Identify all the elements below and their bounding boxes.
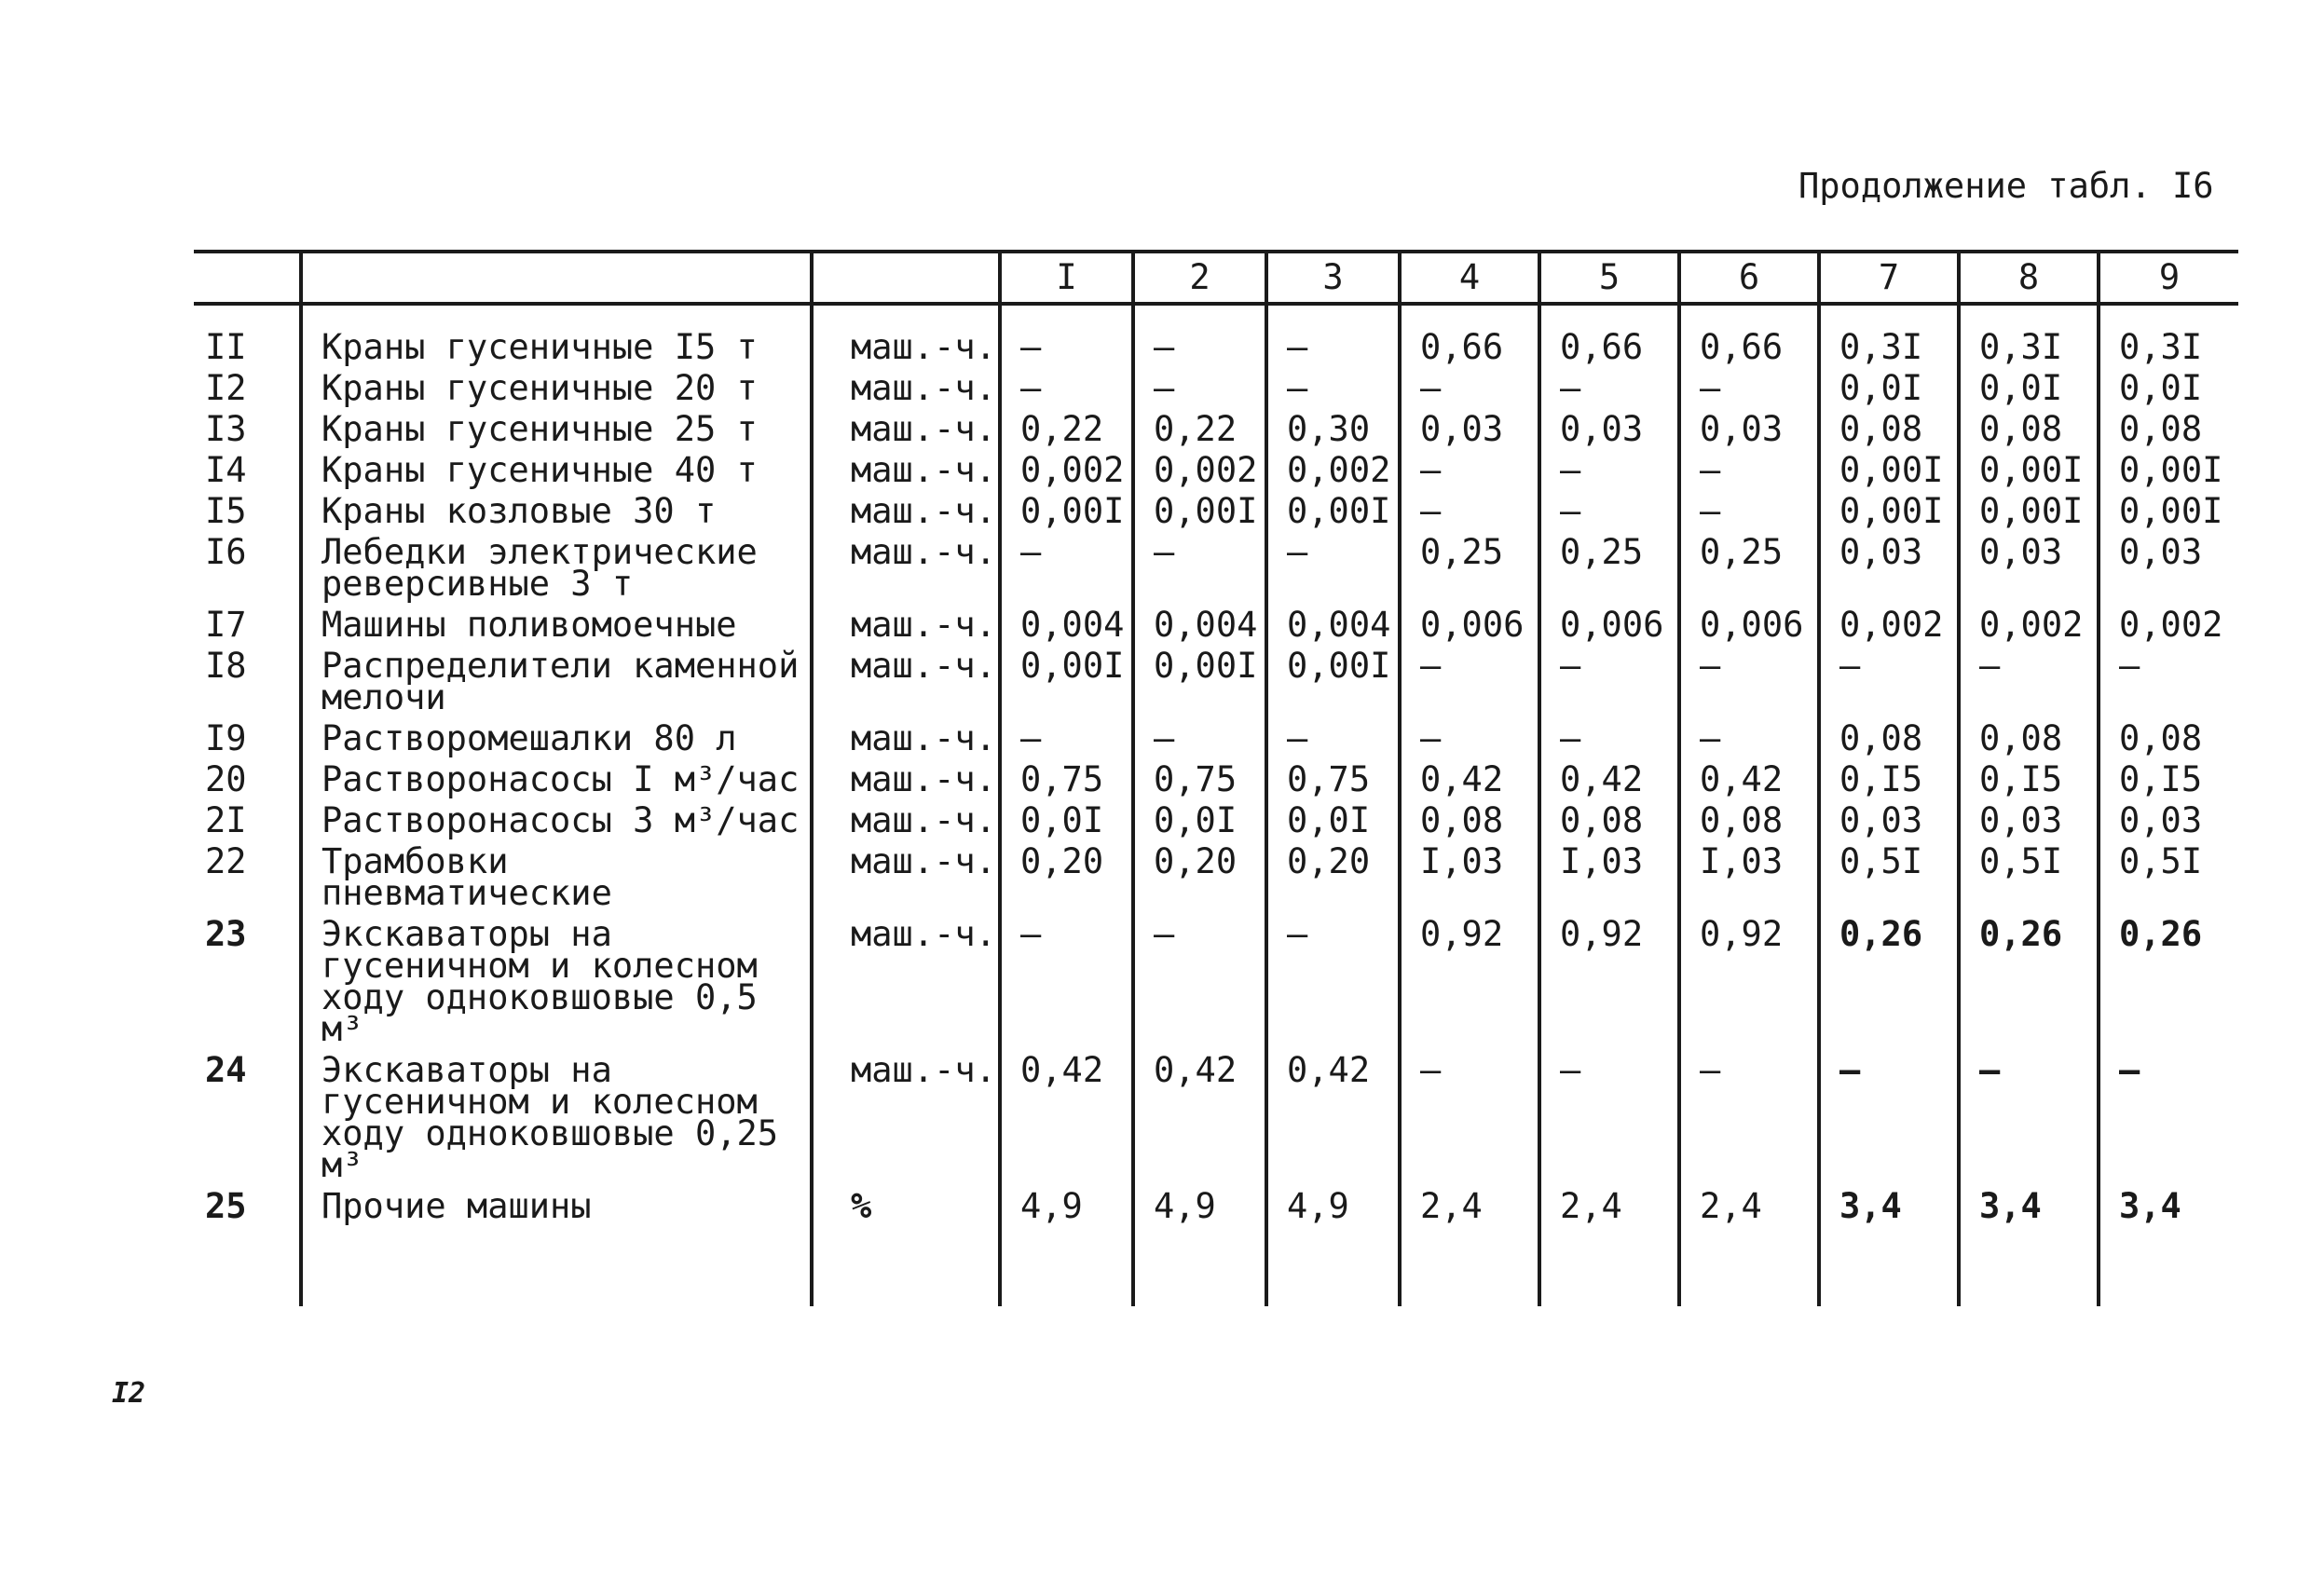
value-cell: 0,08	[2099, 714, 2238, 755]
value-cell: –	[1679, 363, 1819, 404]
value-cell: 0,3I	[1819, 304, 1959, 363]
value-cell: 0,I5	[2099, 755, 2238, 796]
value-cell: 0,002	[1266, 445, 1400, 486]
row-number-cell: I4	[205, 450, 247, 490]
row-number-cell: 2I	[205, 800, 247, 840]
row-number-cell: I6	[205, 532, 247, 572]
value-cell: 0,5I	[2099, 837, 2238, 909]
value-cell: 0,08	[1959, 404, 2099, 445]
machines-table	[194, 250, 2238, 1306]
row-number-cell: 25	[205, 1186, 247, 1226]
value-cell: 0,3I	[2099, 304, 2238, 363]
value-cell: –	[1000, 304, 1133, 363]
value-cell: –	[1539, 363, 1679, 404]
value-cell: 0,20	[1266, 837, 1400, 909]
value-cell: 0,03	[1679, 404, 1819, 445]
row-number-cell: I3	[205, 409, 247, 449]
unit-cell: маш.-ч.	[812, 755, 1000, 796]
value-cell: –	[1133, 714, 1266, 755]
value-cell: 0,00I	[1266, 641, 1400, 714]
row-number-cell: I7	[205, 605, 247, 645]
page-number: I2	[112, 1377, 146, 1410]
value-cell: 0,00I	[1819, 445, 1959, 486]
row-number-cell: 23	[205, 914, 247, 954]
value-cell: –	[1400, 486, 1539, 527]
table-row	[194, 363, 2238, 404]
value-cell: I,03	[1679, 837, 1819, 909]
value-cell: 0,66	[1679, 304, 1819, 363]
unit-cell: маш.-ч.	[812, 445, 1000, 486]
value-cell: 0,5I	[1819, 837, 1959, 909]
value-cell: 0,08	[1679, 796, 1819, 837]
header-cell-column-number: 8	[1959, 252, 2099, 304]
value-cell: 0,08	[1819, 404, 1959, 445]
value-cell: 2,4	[1400, 1181, 1539, 1306]
header-cell-column-number: 5	[1539, 252, 1679, 304]
unit-cell: маш.-ч.	[812, 796, 1000, 837]
value-cell: –	[1679, 445, 1819, 486]
value-cell: –	[1133, 304, 1266, 363]
value-cell: –	[1000, 714, 1133, 755]
value-cell: –	[1266, 909, 1400, 1045]
value-cell: 0,00I	[1000, 641, 1133, 714]
unit-cell: маш.-ч.	[812, 1045, 1000, 1181]
unit-cell: маш.-ч.	[812, 600, 1000, 641]
value-cell: –	[1133, 527, 1266, 600]
machine-name-cell: Краны гусеничные 40 т	[301, 445, 812, 486]
value-cell: –	[1539, 486, 1679, 527]
value-cell: 0,22	[1000, 404, 1133, 445]
value-cell: 0,00I	[1959, 486, 2099, 527]
table-row	[194, 600, 2238, 641]
value-cell: 0,006	[1400, 600, 1539, 641]
value-cell: –	[1959, 1045, 2099, 1181]
value-cell: 0,92	[1400, 909, 1539, 1045]
value-cell: –	[1133, 363, 1266, 404]
row-number-cell: I9	[205, 718, 247, 758]
table-row	[194, 755, 2238, 796]
value-cell: 0,08	[2099, 404, 2238, 445]
value-cell: 0,004	[1133, 600, 1266, 641]
value-cell: 3,4	[2099, 1181, 2238, 1306]
header-cell-column-number: 7	[1819, 252, 1959, 304]
unit-cell: маш.-ч.	[812, 641, 1000, 714]
value-cell: 0,26	[1959, 909, 2099, 1045]
value-cell: 0,002	[1133, 445, 1266, 486]
value-cell: 0,08	[1539, 796, 1679, 837]
value-cell: 2,4	[1539, 1181, 1679, 1306]
machine-name-cell: Экскаваторы на гусеничном и колесном ходу одноковшовые 0,5 м³	[301, 909, 812, 1045]
value-cell: 0,42	[1266, 1045, 1400, 1181]
machines-table-container	[194, 250, 2223, 1306]
value-cell: 0,I5	[1959, 755, 2099, 796]
value-cell: 0,20	[1133, 837, 1266, 909]
value-cell: 0,002	[1000, 445, 1133, 486]
value-cell: 0,002	[1959, 600, 2099, 641]
header-cell-column-number: 3	[1266, 252, 1400, 304]
value-cell: 0,00I	[1819, 486, 1959, 527]
value-cell: –	[1819, 641, 1959, 714]
value-cell: 3,4	[1959, 1181, 2099, 1306]
value-cell: 0,92	[1539, 909, 1679, 1045]
value-cell: 0,75	[1266, 755, 1400, 796]
machine-name-cell: Прочие машины	[301, 1181, 812, 1306]
unit-cell: маш.-ч.	[812, 837, 1000, 909]
machine-name-cell: Экскаваторы на гусеничном и колесном ходу одноковшовые 0,25 м³	[301, 1045, 812, 1181]
value-cell: 0,004	[1000, 600, 1133, 641]
row-number-cell: I5	[205, 491, 247, 531]
machine-name-cell: Краны гусеничные I5 т	[301, 304, 812, 363]
table-row	[194, 1181, 2238, 1306]
table-row	[194, 837, 2238, 909]
value-cell: 2,4	[1679, 1181, 1819, 1306]
value-cell: 0,00I	[1133, 641, 1266, 714]
header-cell-blank	[812, 252, 1000, 304]
value-cell: 0,03	[1400, 404, 1539, 445]
table-row	[194, 445, 2238, 486]
machine-name-cell: Краны гусеничные 20 т	[301, 363, 812, 404]
value-cell: 0,25	[1679, 527, 1819, 600]
value-cell: –	[2099, 1045, 2238, 1181]
value-cell: 0,00I	[1000, 486, 1133, 527]
value-cell: 0,3I	[1959, 304, 2099, 363]
value-cell: 0,0I	[2099, 363, 2238, 404]
value-cell: –	[1266, 527, 1400, 600]
value-cell: –	[1819, 1045, 1959, 1181]
value-cell: 0,0I	[1000, 796, 1133, 837]
value-cell: –	[1000, 363, 1133, 404]
machine-name-cell: Машины поливомоечные	[301, 600, 812, 641]
value-cell: 0,08	[1959, 714, 2099, 755]
unit-cell: маш.-ч.	[812, 404, 1000, 445]
value-cell: 0,42	[1133, 1045, 1266, 1181]
machine-name-cell: Растворонасосы I м³/час	[301, 755, 812, 796]
value-cell: –	[1400, 445, 1539, 486]
value-cell: 0,03	[1959, 796, 2099, 837]
unit-cell: маш.-ч.	[812, 909, 1000, 1045]
value-cell: 0,66	[1539, 304, 1679, 363]
value-cell: –	[1133, 909, 1266, 1045]
table-header-row	[194, 252, 2238, 304]
value-cell: –	[1400, 363, 1539, 404]
machine-name-cell: Распределители каменной мелочи	[301, 641, 812, 714]
value-cell: 0,92	[1679, 909, 1819, 1045]
value-cell: –	[1539, 641, 1679, 714]
header-cell-column-number: 2	[1133, 252, 1266, 304]
value-cell: 0,03	[1819, 527, 1959, 600]
header-cell-blank	[301, 252, 812, 304]
row-number-cell: I8	[205, 646, 247, 686]
value-cell: I,03	[1539, 837, 1679, 909]
value-cell: I,03	[1400, 837, 1539, 909]
table-body	[194, 304, 2238, 1306]
value-cell: –	[1539, 1045, 1679, 1181]
table-row	[194, 404, 2238, 445]
value-cell: –	[1959, 641, 2099, 714]
value-cell: –	[1000, 909, 1133, 1045]
machine-name-cell: Краны козловые 30 т	[301, 486, 812, 527]
value-cell: –	[1400, 1045, 1539, 1181]
value-cell: 0,42	[1000, 1045, 1133, 1181]
value-cell: 0,20	[1000, 837, 1133, 909]
value-cell: 3,4	[1819, 1181, 1959, 1306]
value-cell: 0,5I	[1959, 837, 2099, 909]
value-cell: –	[1539, 445, 1679, 486]
table-row	[194, 304, 2238, 363]
value-cell: 0,22	[1133, 404, 1266, 445]
value-cell: 0,03	[2099, 527, 2238, 600]
value-cell: 0,30	[1266, 404, 1400, 445]
row-number-cell: 22	[205, 841, 247, 881]
value-cell: 0,03	[2099, 796, 2238, 837]
table-row	[194, 486, 2238, 527]
value-cell: 0,75	[1133, 755, 1266, 796]
value-cell: –	[1679, 714, 1819, 755]
unit-cell: маш.-ч.	[812, 486, 1000, 527]
value-cell: 0,42	[1679, 755, 1819, 796]
machine-name-cell: Лебедки электрические реверсивные 3 т	[301, 527, 812, 600]
row-number-cell: 24	[205, 1050, 247, 1090]
value-cell: 0,002	[1819, 600, 1959, 641]
machine-name-cell: Растворонасосы 3 м³/час	[301, 796, 812, 837]
value-cell: 0,00I	[2099, 445, 2238, 486]
row-number-cell: 20	[205, 759, 247, 799]
value-cell: 0,0I	[1959, 363, 2099, 404]
value-cell: –	[2099, 641, 2238, 714]
value-cell: 0,25	[1539, 527, 1679, 600]
value-cell: 0,03	[1819, 796, 1959, 837]
value-cell: 0,42	[1539, 755, 1679, 796]
value-cell: –	[1266, 714, 1400, 755]
value-cell: 0,75	[1000, 755, 1133, 796]
value-cell: –	[1400, 714, 1539, 755]
value-cell: 0,I5	[1819, 755, 1959, 796]
value-cell: 4,9	[1133, 1181, 1266, 1306]
value-cell: 0,002	[2099, 600, 2238, 641]
value-cell: 0,66	[1400, 304, 1539, 363]
value-cell: 0,25	[1400, 527, 1539, 600]
value-cell: 0,0I	[1819, 363, 1959, 404]
value-cell: –	[1539, 714, 1679, 755]
continuation-label: Продолжение табл. I6	[1798, 166, 2214, 206]
value-cell: 0,00I	[1959, 445, 2099, 486]
machine-name-cell: Растворомешалки 80 л	[301, 714, 812, 755]
header-cell-blank	[194, 252, 301, 304]
value-cell: 0,006	[1539, 600, 1679, 641]
unit-cell: маш.-ч.	[812, 363, 1000, 404]
value-cell: 0,0I	[1133, 796, 1266, 837]
value-cell: –	[1266, 363, 1400, 404]
table-row	[194, 909, 2238, 1045]
table-row	[194, 1045, 2238, 1181]
value-cell: –	[1679, 486, 1819, 527]
value-cell: –	[1400, 641, 1539, 714]
unit-cell: маш.-ч.	[812, 304, 1000, 363]
value-cell: 0,26	[1819, 909, 1959, 1045]
value-cell: 0,03	[1539, 404, 1679, 445]
header-cell-column-number: 9	[2099, 252, 2238, 304]
table-row	[194, 527, 2238, 600]
value-cell: 0,00I	[1133, 486, 1266, 527]
unit-cell: маш.-ч.	[812, 527, 1000, 600]
value-cell: 0,26	[2099, 909, 2238, 1045]
value-cell: 4,9	[1266, 1181, 1400, 1306]
row-number-cell: II	[205, 327, 247, 367]
value-cell: 0,03	[1959, 527, 2099, 600]
value-cell: 0,00I	[2099, 486, 2238, 527]
value-cell: –	[1679, 641, 1819, 714]
unit-cell: маш.-ч.	[812, 714, 1000, 755]
table-row	[194, 796, 2238, 837]
table-row	[194, 641, 2238, 714]
value-cell: 0,08	[1400, 796, 1539, 837]
machine-name-cell: Трамбовки пневматические	[301, 837, 812, 909]
header-cell-column-number: I	[1000, 252, 1133, 304]
header-cell-column-number: 6	[1679, 252, 1819, 304]
table-row	[194, 714, 2238, 755]
value-cell: –	[1266, 304, 1400, 363]
value-cell: 0,08	[1819, 714, 1959, 755]
header-cell-column-number: 4	[1400, 252, 1539, 304]
value-cell: 0,0I	[1266, 796, 1400, 837]
value-cell: 0,006	[1679, 600, 1819, 641]
value-cell: 0,00I	[1266, 486, 1400, 527]
value-cell: 0,004	[1266, 600, 1400, 641]
row-number-cell: I2	[205, 368, 247, 408]
machine-name-cell: Краны гусеничные 25 т	[301, 404, 812, 445]
value-cell: –	[1679, 1045, 1819, 1181]
value-cell: –	[1000, 527, 1133, 600]
value-cell: 4,9	[1000, 1181, 1133, 1306]
value-cell: 0,42	[1400, 755, 1539, 796]
unit-cell: %	[812, 1181, 1000, 1306]
